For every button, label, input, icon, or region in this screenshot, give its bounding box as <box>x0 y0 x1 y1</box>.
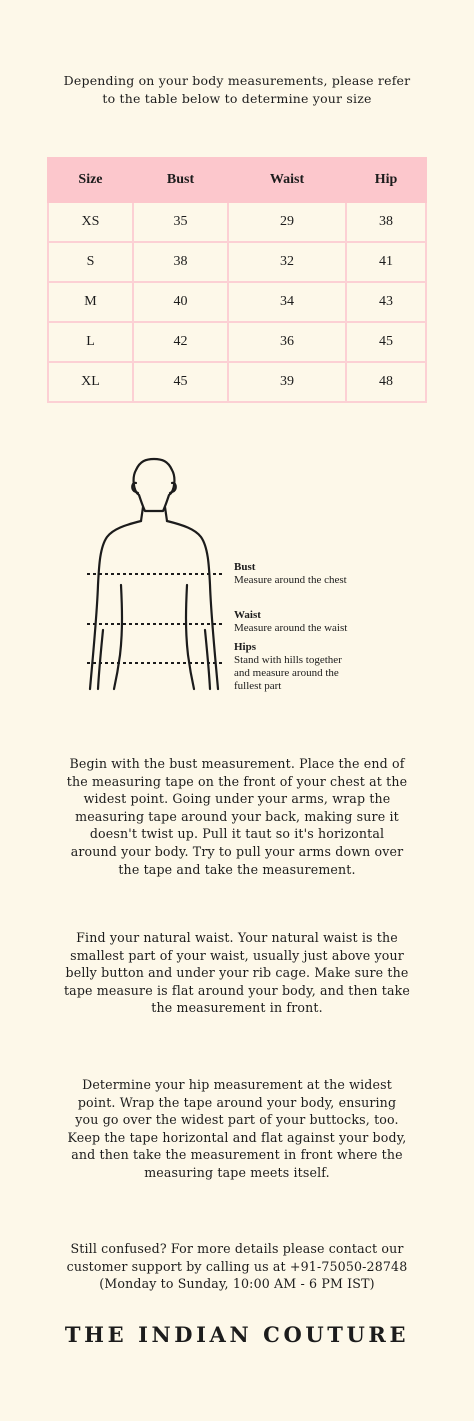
text-line: Still confused? For more details please contact our <box>70 1241 404 1256</box>
size-chart-table <box>47 157 427 403</box>
text-line: point. Wrap the tape around your body, ensuring <box>77 1094 397 1110</box>
table-row <box>48 242 426 282</box>
cell-bust: 40 <box>133 282 228 322</box>
cell-hip: 41 <box>346 242 426 282</box>
text-line: the tape and take the measurement. <box>118 861 356 877</box>
hip-instructions <box>0 1076 474 1182</box>
body-outline-icon <box>83 455 233 695</box>
cell-waist: 39 <box>228 362 346 402</box>
text-line: the measuring tape on the front of your chest at the <box>66 773 408 789</box>
table-row <box>48 322 426 362</box>
cell-hip: 45 <box>346 322 426 362</box>
text-line: around your body. Try to pull your arms down over <box>70 843 404 859</box>
cell-bust: 35 <box>133 202 228 242</box>
text-line: and then take the measurement in front where the <box>71 1147 403 1163</box>
bust-label <box>234 561 434 587</box>
text-line: measuring tape meets itself. <box>144 1164 330 1180</box>
cell-size: XS <box>48 202 133 242</box>
contact-info <box>0 1240 474 1293</box>
brand-logo-text: THE INDIAN COUTURE <box>64 1322 410 1347</box>
text-line: doesn't twist up. Pull it taut so it's horizontal <box>89 826 385 842</box>
text-line: Begin with the bust measurement. Place the end of <box>69 756 405 771</box>
waist-instructions <box>0 929 474 1017</box>
text-line: Determine your hip measurement at the widest <box>82 1077 392 1092</box>
text-line: the measurement in front. <box>151 1000 323 1016</box>
bust-title: Bust <box>234 561 256 573</box>
text-line: measuring tape around your back, making sure it <box>75 808 399 824</box>
hours-line: (Monday to Sunday, 10:00 AM - 6 PM IST) <box>99 1276 375 1292</box>
cell-size: L <box>48 322 133 362</box>
text-line: belly button and under your rib cage. Make sure the <box>65 965 409 981</box>
text-line: widest point. Going under your arms, wrap the <box>83 791 391 807</box>
cell-size: S <box>48 242 133 282</box>
cell-size: XL <box>48 362 133 402</box>
header-bust: Bust <box>133 158 228 202</box>
table-header-row <box>48 158 426 202</box>
text-line: you go over the widest part of your buttocks, too. <box>75 1112 399 1128</box>
cell-waist: 34 <box>228 282 346 322</box>
waist-label <box>234 609 434 635</box>
cell-waist: 29 <box>228 202 346 242</box>
header-waist: Waist <box>228 158 346 202</box>
cell-hip: 43 <box>346 282 426 322</box>
bust-desc: Measure around the chest <box>234 574 347 586</box>
cell-waist: 32 <box>228 242 346 282</box>
bust-instructions <box>0 755 474 878</box>
cell-hip: 48 <box>346 362 426 402</box>
hips-desc-line: and measure around the <box>234 667 339 679</box>
intro-line: to the table below to determine your size <box>102 91 372 106</box>
waist-desc: Measure around the waist <box>234 622 348 634</box>
text-line: tape measure is flat around your body, and then take <box>63 982 411 998</box>
cell-waist: 36 <box>228 322 346 362</box>
header-size: Size <box>48 158 133 202</box>
header-hip: Hip <box>346 158 426 202</box>
intro-text <box>0 72 474 108</box>
waist-title: Waist <box>234 609 261 621</box>
cell-bust: 45 <box>133 362 228 402</box>
cell-hip: 38 <box>346 202 426 242</box>
hips-desc-line: fullest part <box>234 680 282 692</box>
text-line: Keep the tape horizontal and flat against your body, <box>67 1129 407 1145</box>
cell-bust: 38 <box>133 242 228 282</box>
hips-title: Hips <box>234 641 257 653</box>
table-row <box>48 202 426 242</box>
table-row <box>48 362 426 402</box>
table-row <box>48 282 426 322</box>
text-line: Find your natural waist. Your natural waist is the <box>76 930 398 945</box>
intro-line: Depending on your body measurements, please refer <box>63 73 411 88</box>
hips-desc-line: Stand with hills together <box>234 654 342 666</box>
cell-bust: 42 <box>133 322 228 362</box>
text-line: smallest part of your waist, usually just above your <box>70 947 404 963</box>
cell-size: M <box>48 282 133 322</box>
hips-label <box>234 641 434 693</box>
phone-line: customer support by calling us at +91-75050-28748 <box>66 1258 408 1274</box>
